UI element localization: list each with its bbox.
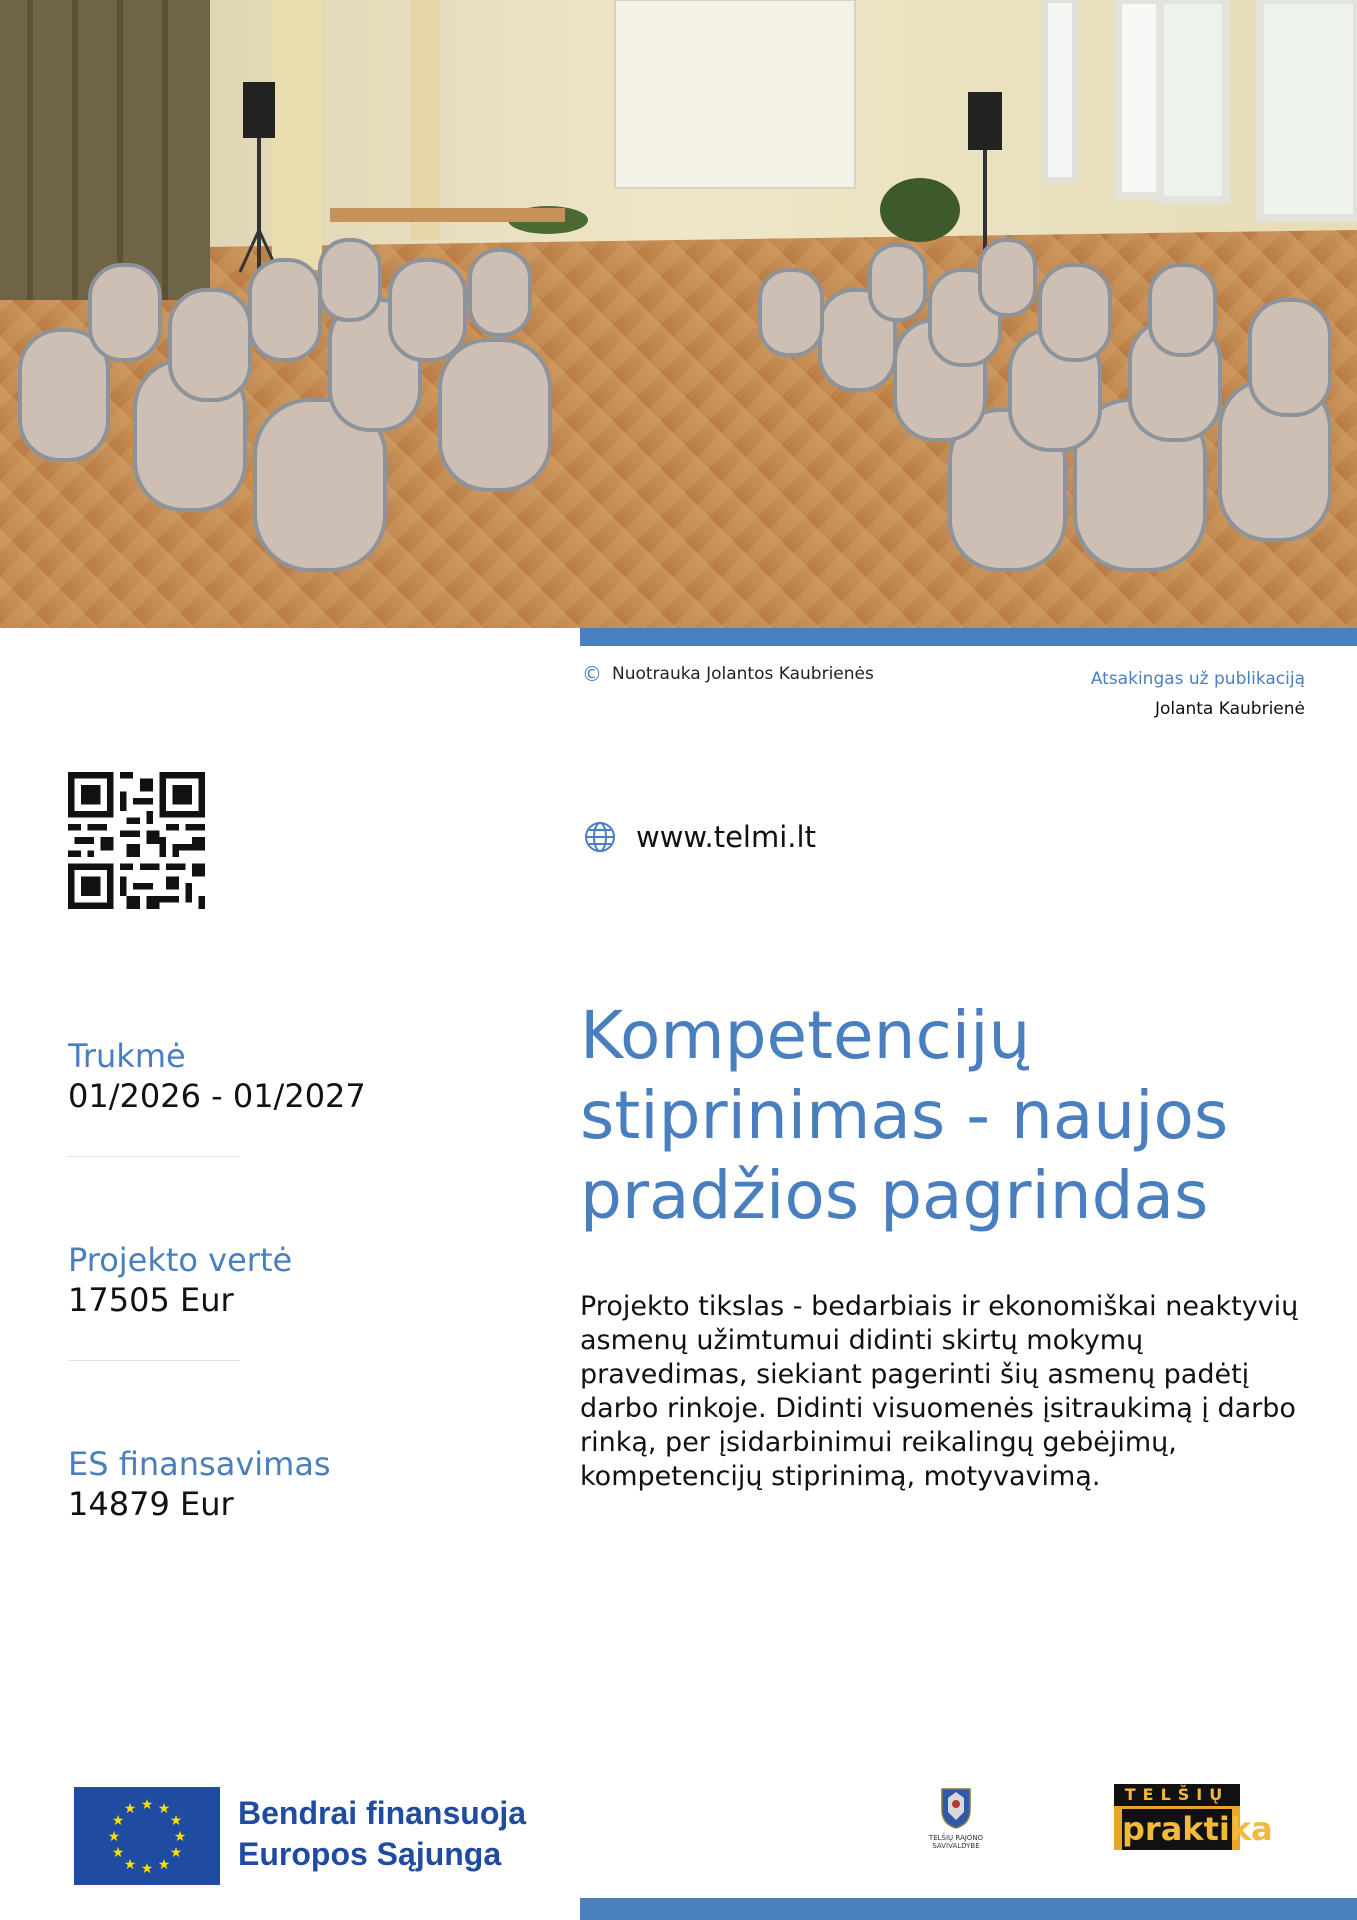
svg-text:★: ★ bbox=[173, 1829, 187, 1845]
photo-credit-text: Nuotrauka Jolantos Kaubrienės bbox=[612, 664, 874, 684]
crest-caption-1: TELŠIŲ RAJONO bbox=[928, 1834, 984, 1842]
eu-cofunding-text bbox=[238, 1793, 526, 1875]
fact-value: 14879 Eur bbox=[68, 1485, 234, 1523]
description-line: kompetencijų stiprinimą, motyvavimą. bbox=[580, 1461, 1101, 1492]
responsible-block bbox=[1091, 664, 1305, 724]
svg-text:★: ★ bbox=[111, 1813, 125, 1829]
website-url[interactable]: www.telmi.lt bbox=[636, 820, 816, 854]
svg-text:★: ★ bbox=[111, 1845, 125, 1861]
divider bbox=[68, 1156, 240, 1157]
eu-flag-icon bbox=[74, 1787, 220, 1885]
project-description bbox=[580, 1290, 1310, 1494]
praktika-bottom-text: praktika bbox=[1118, 1806, 1236, 1850]
svg-text:★: ★ bbox=[107, 1829, 121, 1845]
svg-text:★: ★ bbox=[123, 1857, 137, 1873]
svg-text:★: ★ bbox=[123, 1801, 137, 1817]
title-line: Kompetencijų bbox=[580, 997, 1031, 1074]
svg-text:★: ★ bbox=[169, 1813, 183, 1829]
svg-text:★: ★ bbox=[140, 1861, 154, 1877]
praktika-top-text: TELŠIŲ bbox=[1114, 1784, 1240, 1806]
project-title bbox=[580, 996, 1300, 1236]
fact-label: Trukmė bbox=[68, 1037, 186, 1075]
title-line: stiprinimas - naujos bbox=[580, 1077, 1229, 1154]
telsiai-municipality-logo bbox=[928, 1786, 984, 1850]
conference-hall-image bbox=[0, 0, 1357, 628]
accent-bar-bottom bbox=[580, 1898, 1357, 1920]
project-facts bbox=[68, 1036, 428, 1648]
title-line: pradžios pagrindas bbox=[580, 1157, 1209, 1234]
fact-label: ES finansavimas bbox=[68, 1445, 331, 1483]
description-line: asmenų užimtumui didinti skirtų mokymų bbox=[580, 1325, 1144, 1356]
svg-text:★: ★ bbox=[140, 1797, 154, 1813]
accent-bar-top bbox=[580, 628, 1357, 646]
svg-text:★: ★ bbox=[157, 1857, 171, 1873]
hero-photo bbox=[0, 0, 1357, 628]
svg-text:★: ★ bbox=[157, 1801, 171, 1817]
telsiu-praktika-logo bbox=[1114, 1784, 1273, 1850]
fact-duration bbox=[68, 1036, 428, 1240]
fact-label: Projekto vertė bbox=[68, 1241, 293, 1279]
fact-project-value bbox=[68, 1240, 428, 1444]
globe-icon bbox=[584, 821, 616, 853]
copyright-icon: © bbox=[582, 662, 602, 686]
fact-value: 01/2026 - 01/2027 bbox=[68, 1077, 366, 1115]
qr-code-icon[interactable] bbox=[68, 772, 205, 909]
description-line: pravedimas, siekiant pagerinti šių asmenų padėtį bbox=[580, 1359, 1250, 1390]
coat-of-arms-icon bbox=[939, 1786, 973, 1830]
description-line: rinką, per įsidarbinimui reikalingų gebėjimų, bbox=[580, 1427, 1177, 1458]
fact-value: 17505 Eur bbox=[68, 1281, 234, 1319]
crest-caption-2: SAVIVALDYBĖ bbox=[932, 1842, 980, 1850]
description-line: Projekto tikslas - bedarbiais ir ekonomiškai neaktyvių bbox=[580, 1291, 1299, 1322]
svg-text:★: ★ bbox=[169, 1845, 183, 1861]
eu-line-1: Bendrai finansuoja bbox=[238, 1795, 527, 1831]
photo-credit bbox=[582, 664, 874, 684]
divider bbox=[68, 1360, 240, 1361]
responsible-name: Jolanta Kaubrienė bbox=[1154, 699, 1305, 719]
fact-eu-funding bbox=[68, 1444, 428, 1648]
eu-line-2: Europos Sąjunga bbox=[238, 1836, 502, 1872]
responsible-label: Atsakingas už publikaciją bbox=[1090, 669, 1305, 689]
description-line: darbo rinkoje. Didinti visuomenės įsitraukimą į darbo bbox=[580, 1393, 1296, 1424]
website-link[interactable] bbox=[584, 820, 816, 854]
